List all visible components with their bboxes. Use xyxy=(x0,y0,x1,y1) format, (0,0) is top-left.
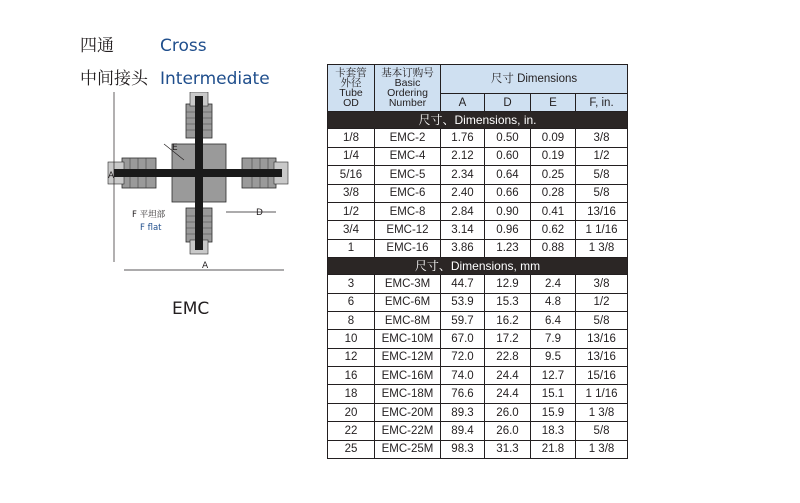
table-cell: 0.41 xyxy=(531,202,576,220)
header-col-a: A xyxy=(441,94,485,112)
table-cell: 0.96 xyxy=(485,221,531,239)
table-row xyxy=(328,403,628,421)
table-cell: 15.9 xyxy=(531,403,576,421)
table-cell: EMC-22M xyxy=(375,422,441,440)
title-en: Cross xyxy=(160,36,207,56)
table-cell: 3 xyxy=(328,275,375,293)
table-cell: 0.62 xyxy=(531,221,576,239)
table-cell: 12.7 xyxy=(531,367,576,385)
table-cell: 1 1/16 xyxy=(576,221,628,239)
table-cell: 15/16 xyxy=(576,367,628,385)
table-row xyxy=(328,239,628,257)
table-cell: 22 xyxy=(328,422,375,440)
table-cell: EMC-6 xyxy=(375,184,441,202)
table-cell: 21.8 xyxy=(531,440,576,458)
table-cell: 7.9 xyxy=(531,330,576,348)
table-cell: 6 xyxy=(328,293,375,311)
table-cell: 4.8 xyxy=(531,293,576,311)
header-ordering-number: 基本订购号 Basic Ordering Number xyxy=(375,65,441,112)
table-cell: EMC-25M xyxy=(375,440,441,458)
table-cell: 3.14 xyxy=(441,221,485,239)
label-f-zh: F 平坦部 xyxy=(132,210,166,220)
table-cell: 8 xyxy=(328,311,375,329)
table-cell: EMC-4 xyxy=(375,147,441,165)
dim-a-side: A xyxy=(108,171,115,181)
table-cell: 59.7 xyxy=(441,311,485,329)
header-tube-od: 卡套管 外径 Tube OD xyxy=(328,65,375,112)
table-row xyxy=(328,166,628,184)
table-cell: 31.3 xyxy=(485,440,531,458)
table-cell: 12 xyxy=(328,348,375,366)
table-cell: 12.9 xyxy=(485,275,531,293)
table-cell: 0.66 xyxy=(485,184,531,202)
table-cell: 2.40 xyxy=(441,184,485,202)
table-cell: 44.7 xyxy=(441,275,485,293)
model-number: EMC xyxy=(172,299,210,319)
table-cell: 1 3/8 xyxy=(576,239,628,257)
table-cell: 15.3 xyxy=(485,293,531,311)
table-cell: EMC-2 xyxy=(375,129,441,147)
table-cell: 0.64 xyxy=(485,166,531,184)
table-cell: 1 1/16 xyxy=(576,385,628,403)
table-row xyxy=(328,275,628,293)
table-cell: EMC-18M xyxy=(375,385,441,403)
table-cell: 0.25 xyxy=(531,166,576,184)
table-cell: 5/8 xyxy=(576,311,628,329)
table-cell: 18.3 xyxy=(531,422,576,440)
dim-a-bottom: A xyxy=(202,261,209,271)
table-cell: 1/2 xyxy=(576,147,628,165)
table-cell: 25 xyxy=(328,440,375,458)
table-cell: EMC-16M xyxy=(375,367,441,385)
table-cell: 26.0 xyxy=(485,422,531,440)
table-cell: 15.1 xyxy=(531,385,576,403)
table-cell: 0.09 xyxy=(531,129,576,147)
table-cell: 74.0 xyxy=(441,367,485,385)
section-millimeters: 尺寸、Dimensions, mm xyxy=(328,258,628,275)
table-cell: 67.0 xyxy=(441,330,485,348)
subtitle-zh: 中间接头 xyxy=(80,69,148,89)
table-cell: 3/8 xyxy=(576,275,628,293)
table-row xyxy=(328,422,628,440)
table-cell: 13/16 xyxy=(576,202,628,220)
table-cell: EMC-6M xyxy=(375,293,441,311)
dimensions-table xyxy=(327,64,628,459)
table-cell: 16 xyxy=(328,367,375,385)
table-cell: 3.86 xyxy=(441,239,485,257)
table-cell: EMC-5 xyxy=(375,166,441,184)
table-row xyxy=(328,311,628,329)
table-cell: EMC-16 xyxy=(375,239,441,257)
table-cell: 16.2 xyxy=(485,311,531,329)
title-zh: 四通 xyxy=(80,36,114,56)
dim-e: E xyxy=(172,143,178,153)
table-row xyxy=(328,440,628,458)
table-cell: 3/8 xyxy=(576,129,628,147)
header-col-d: D xyxy=(485,94,531,112)
section-inches: 尺寸、Dimensions, in. xyxy=(328,112,628,129)
table-cell: 2.84 xyxy=(441,202,485,220)
table-cell: 1 xyxy=(328,239,375,257)
table-cell: 18 xyxy=(328,385,375,403)
table-cell: 1.76 xyxy=(441,129,485,147)
table-cell: 5/8 xyxy=(576,422,628,440)
table-cell: 72.0 xyxy=(441,348,485,366)
table-cell: 17.2 xyxy=(485,330,531,348)
table-cell: 5/8 xyxy=(576,184,628,202)
table-cell: 1 3/8 xyxy=(576,403,628,421)
dim-d: D xyxy=(256,208,263,218)
table-cell: 24.4 xyxy=(485,367,531,385)
table-cell: 1/8 xyxy=(328,129,375,147)
table-cell: 89.3 xyxy=(441,403,485,421)
table-cell: EMC-10M xyxy=(375,330,441,348)
table-cell: 76.6 xyxy=(441,385,485,403)
table-cell: EMC-12M xyxy=(375,348,441,366)
table-cell: 13/16 xyxy=(576,330,628,348)
title-cross xyxy=(80,36,207,56)
table-cell: EMC-3M xyxy=(375,275,441,293)
table-cell: 9.5 xyxy=(531,348,576,366)
label-f-en: F flat xyxy=(140,223,162,233)
subtitle-en: Intermediate xyxy=(160,69,270,89)
table-cell: 13/16 xyxy=(576,348,628,366)
table-cell: 20 xyxy=(328,403,375,421)
table-cell: 0.90 xyxy=(485,202,531,220)
table-row xyxy=(328,147,628,165)
table-cell: 1/2 xyxy=(328,202,375,220)
table-row xyxy=(328,129,628,147)
table-row xyxy=(328,348,628,366)
table-row xyxy=(328,385,628,403)
table-cell: 2.34 xyxy=(441,166,485,184)
table-cell: EMC-8M xyxy=(375,311,441,329)
table-cell: 3/8 xyxy=(328,184,375,202)
table-cell: 1/2 xyxy=(576,293,628,311)
table-cell: 2.12 xyxy=(441,147,485,165)
table-cell: 5/16 xyxy=(328,166,375,184)
table-cell: 24.4 xyxy=(485,385,531,403)
table-cell: 22.8 xyxy=(485,348,531,366)
table-cell: EMC-20M xyxy=(375,403,441,421)
table-cell: 10 xyxy=(328,330,375,348)
table-row xyxy=(328,184,628,202)
table-cell: 1.23 xyxy=(485,239,531,257)
table-row xyxy=(328,367,628,385)
table-cell: 0.19 xyxy=(531,147,576,165)
table-cell: 3/4 xyxy=(328,221,375,239)
table-cell: 0.28 xyxy=(531,184,576,202)
table-cell: 2.4 xyxy=(531,275,576,293)
cross-fitting-drawing xyxy=(104,92,294,277)
table-cell: 0.60 xyxy=(485,147,531,165)
table-cell: 89.4 xyxy=(441,422,485,440)
table-cell: EMC-12 xyxy=(375,221,441,239)
table-cell: 6.4 xyxy=(531,311,576,329)
table-cell: EMC-8 xyxy=(375,202,441,220)
table-row xyxy=(328,293,628,311)
table-cell: 26.0 xyxy=(485,403,531,421)
table-row xyxy=(328,330,628,348)
table-cell: 98.3 xyxy=(441,440,485,458)
table-cell: 5/8 xyxy=(576,166,628,184)
table-row xyxy=(328,202,628,220)
table-cell: 53.9 xyxy=(441,293,485,311)
table-cell: 0.88 xyxy=(531,239,576,257)
header-col-e: E xyxy=(531,94,576,112)
header-col-f: F, in. xyxy=(576,94,628,112)
header-dimensions: 尺寸 Dimensions xyxy=(441,65,628,94)
table-cell: 1/4 xyxy=(328,147,375,165)
table-row xyxy=(328,221,628,239)
table-cell: 0.50 xyxy=(485,129,531,147)
table-cell: 1 3/8 xyxy=(576,440,628,458)
title-intermediate xyxy=(80,69,270,89)
